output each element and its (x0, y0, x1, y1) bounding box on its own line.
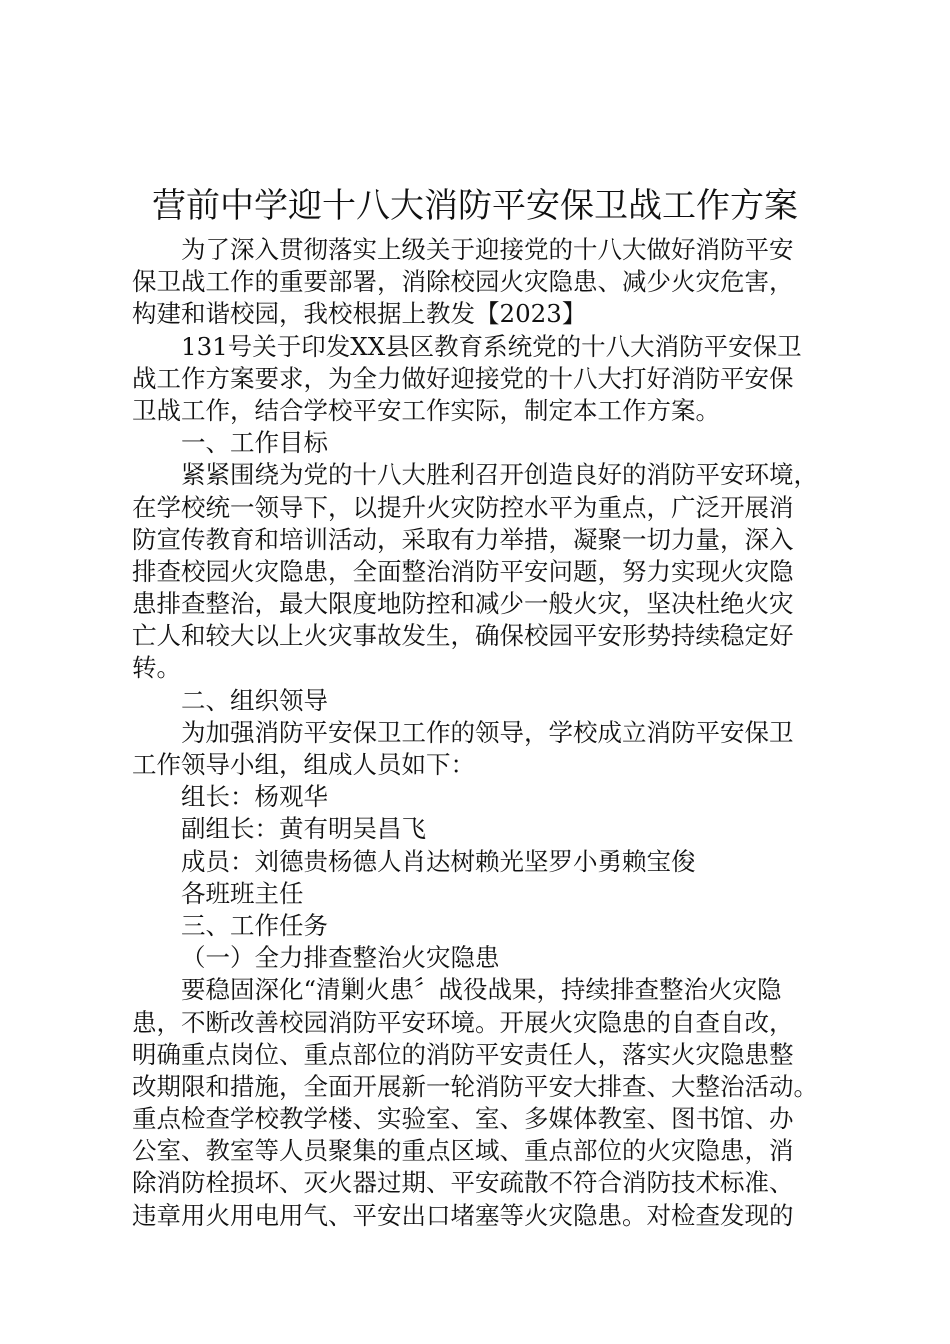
member-line: 组长：杨观华 (181, 782, 328, 812)
paragraph-line: 改期限和措施，全面开展新一轮消防平安大排查、大整治活动。 (132, 1071, 818, 1101)
paragraph-line: 131号关于印发XX县区教育系统党的十八大消防平安保卫 (181, 331, 802, 361)
paragraph-line: 工作领导小组，组成人员如下： (132, 750, 475, 779)
paragraph-line: 在学校统一领导下，以提升火灾防控水平为重点，广泛开展消 (132, 492, 794, 522)
paragraph-line: 要稳固深化“清剿火患〞战役战果，持续排查整治火灾隐 (181, 975, 782, 1005)
section-heading: 二、组织领导 (181, 685, 328, 715)
paragraph-line: 公室、教室等人员聚集的重点区域、重点部位的火灾隐患，消 (132, 1136, 794, 1166)
paragraph-line: 保卫战工作的重要部署，消除校园火灾隐患、减少火灾危害， (132, 267, 794, 297)
subsection-heading: （一）全力排查整治火灾隐患 (181, 943, 500, 973)
paragraph-line: 防宣传教育和培训活动，采取有力举措，凝聚一切力量，深入 (132, 524, 794, 554)
paragraph-line: 除消防栓损坏、灭火器过期、平安疏散不符合消防技术标准、 (132, 1168, 794, 1198)
paragraph-line: 重点检查学校教学楼、实验室、室、多媒体教室、图书馆、办 (132, 1104, 794, 1134)
paragraph-line: 患，不断改善校园消防平安环境。开展火灾隐患的自查自改， (132, 1007, 794, 1037)
paragraph-line: 紧紧围绕为党的十八大胜利召开创造良好的消防平安环境， (181, 460, 818, 490)
paragraph-line: 违章用火用电用气、平安出口堵塞等火灾隐患。对检查发现的 (132, 1200, 794, 1230)
paragraph-line: 为加强消防平安保卫工作的领导，学校成立消防平安保卫 (181, 717, 794, 747)
member-line: 各班班主任 (181, 878, 304, 908)
document-body (132, 234, 832, 1232)
member-line: 副组长：黄有明吴昌飞 (181, 814, 426, 844)
paragraph-line: 转。 (132, 653, 181, 683)
paragraph-line: 战工作方案要求，为全力做好迎接党的十八大打好消防平安保 (132, 363, 794, 393)
paragraph-line: 患排查整治，最大限度地防控和减少一般火灾，坚决杜绝火灾 (132, 589, 794, 619)
document-title: 营前中学迎十八大消防平安保卫战工作方案 (152, 186, 798, 226)
paragraph-line: 排查校园火灾隐患，全面整治消防平安问题，努力实现火灾隐 (132, 556, 794, 586)
member-line: 成员：刘德贵杨德人肖达树赖光坚罗小勇赖宝俊 (181, 846, 696, 876)
paragraph-line: 明确重点岗位、重点部位的消防平安责任人，落实火灾隐患整 (132, 1039, 794, 1069)
paragraph-line: 卫战工作，结合学校平安工作实际，制定本工作方案。 (132, 395, 720, 425)
paragraph-line: 构建和谐校园，我校根据上教发【2023】 (132, 299, 587, 329)
paragraph-line: 为了深入贯彻落实上级关于迎接党的十八大做好消防平安 (181, 235, 794, 264)
section-heading: 三、工作任务 (181, 910, 328, 940)
section-heading: 一、工作目标 (181, 428, 328, 458)
paragraph-line: 亡人和较大以上火灾事故发生，确保校园平安形势持续稳定好 (132, 621, 794, 651)
